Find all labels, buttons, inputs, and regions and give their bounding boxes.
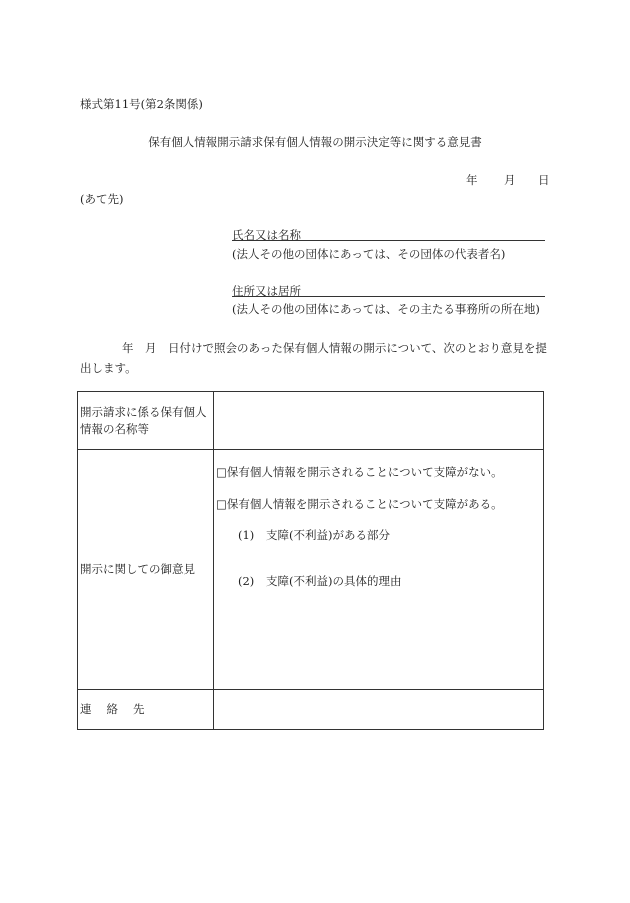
option-no-issue[interactable]: □保有個人情報を開示されることについて支障がない。	[216, 465, 503, 479]
document-title: 保有個人情報開示請求保有個人情報の開示決定等に関する意見書	[148, 135, 482, 149]
name-note: (法人その他の団体にあっては、その団体の代表者名)	[232, 247, 506, 261]
address-note: (法人その他の団体にあっては、その主たる事務所の所在地)	[232, 302, 540, 316]
opinion-cell[interactable]	[214, 450, 544, 690]
address-underline	[232, 296, 545, 297]
contact-label	[78, 690, 214, 730]
contact-char-2: 絡	[106, 702, 118, 716]
opinion-table	[77, 391, 544, 730]
form-number: 様式第11号(第2条関係)	[80, 97, 203, 111]
request-info-label: 開示請求に係る保有個人情報の名称等	[78, 392, 214, 450]
name-label: 氏名又は名称	[232, 228, 301, 242]
item-1	[238, 527, 390, 543]
item-2-text: 支障(不利益)の具体的理由	[266, 574, 402, 588]
contact-char-3: 先	[133, 702, 145, 716]
item-1-number: (1)	[238, 528, 255, 542]
addressee: (あて先)	[80, 192, 124, 206]
contact-cell[interactable]	[214, 690, 544, 730]
date-month: 月	[504, 173, 516, 187]
item-2	[238, 573, 401, 589]
request-info-cell[interactable]	[214, 392, 544, 450]
contact-char-1: 連	[80, 702, 92, 716]
item-1-text: 支障(不利益)がある部分	[266, 528, 390, 542]
option-issue[interactable]: □保有個人情報を開示されることについて支障がある。	[216, 497, 503, 511]
date-year: 年	[466, 173, 478, 187]
address-label: 住所又は居所	[232, 284, 301, 298]
opinion-label: 開示に関しての御意見	[78, 450, 214, 690]
intro-paragraph: 年 月 日付けで照会のあった保有個人情報の開示について、次のとおり意見を提出します。	[80, 341, 547, 375]
date-day: 日	[538, 173, 550, 187]
name-underline	[232, 240, 545, 241]
item-2-number: (2)	[238, 574, 255, 588]
date-line	[466, 172, 550, 188]
